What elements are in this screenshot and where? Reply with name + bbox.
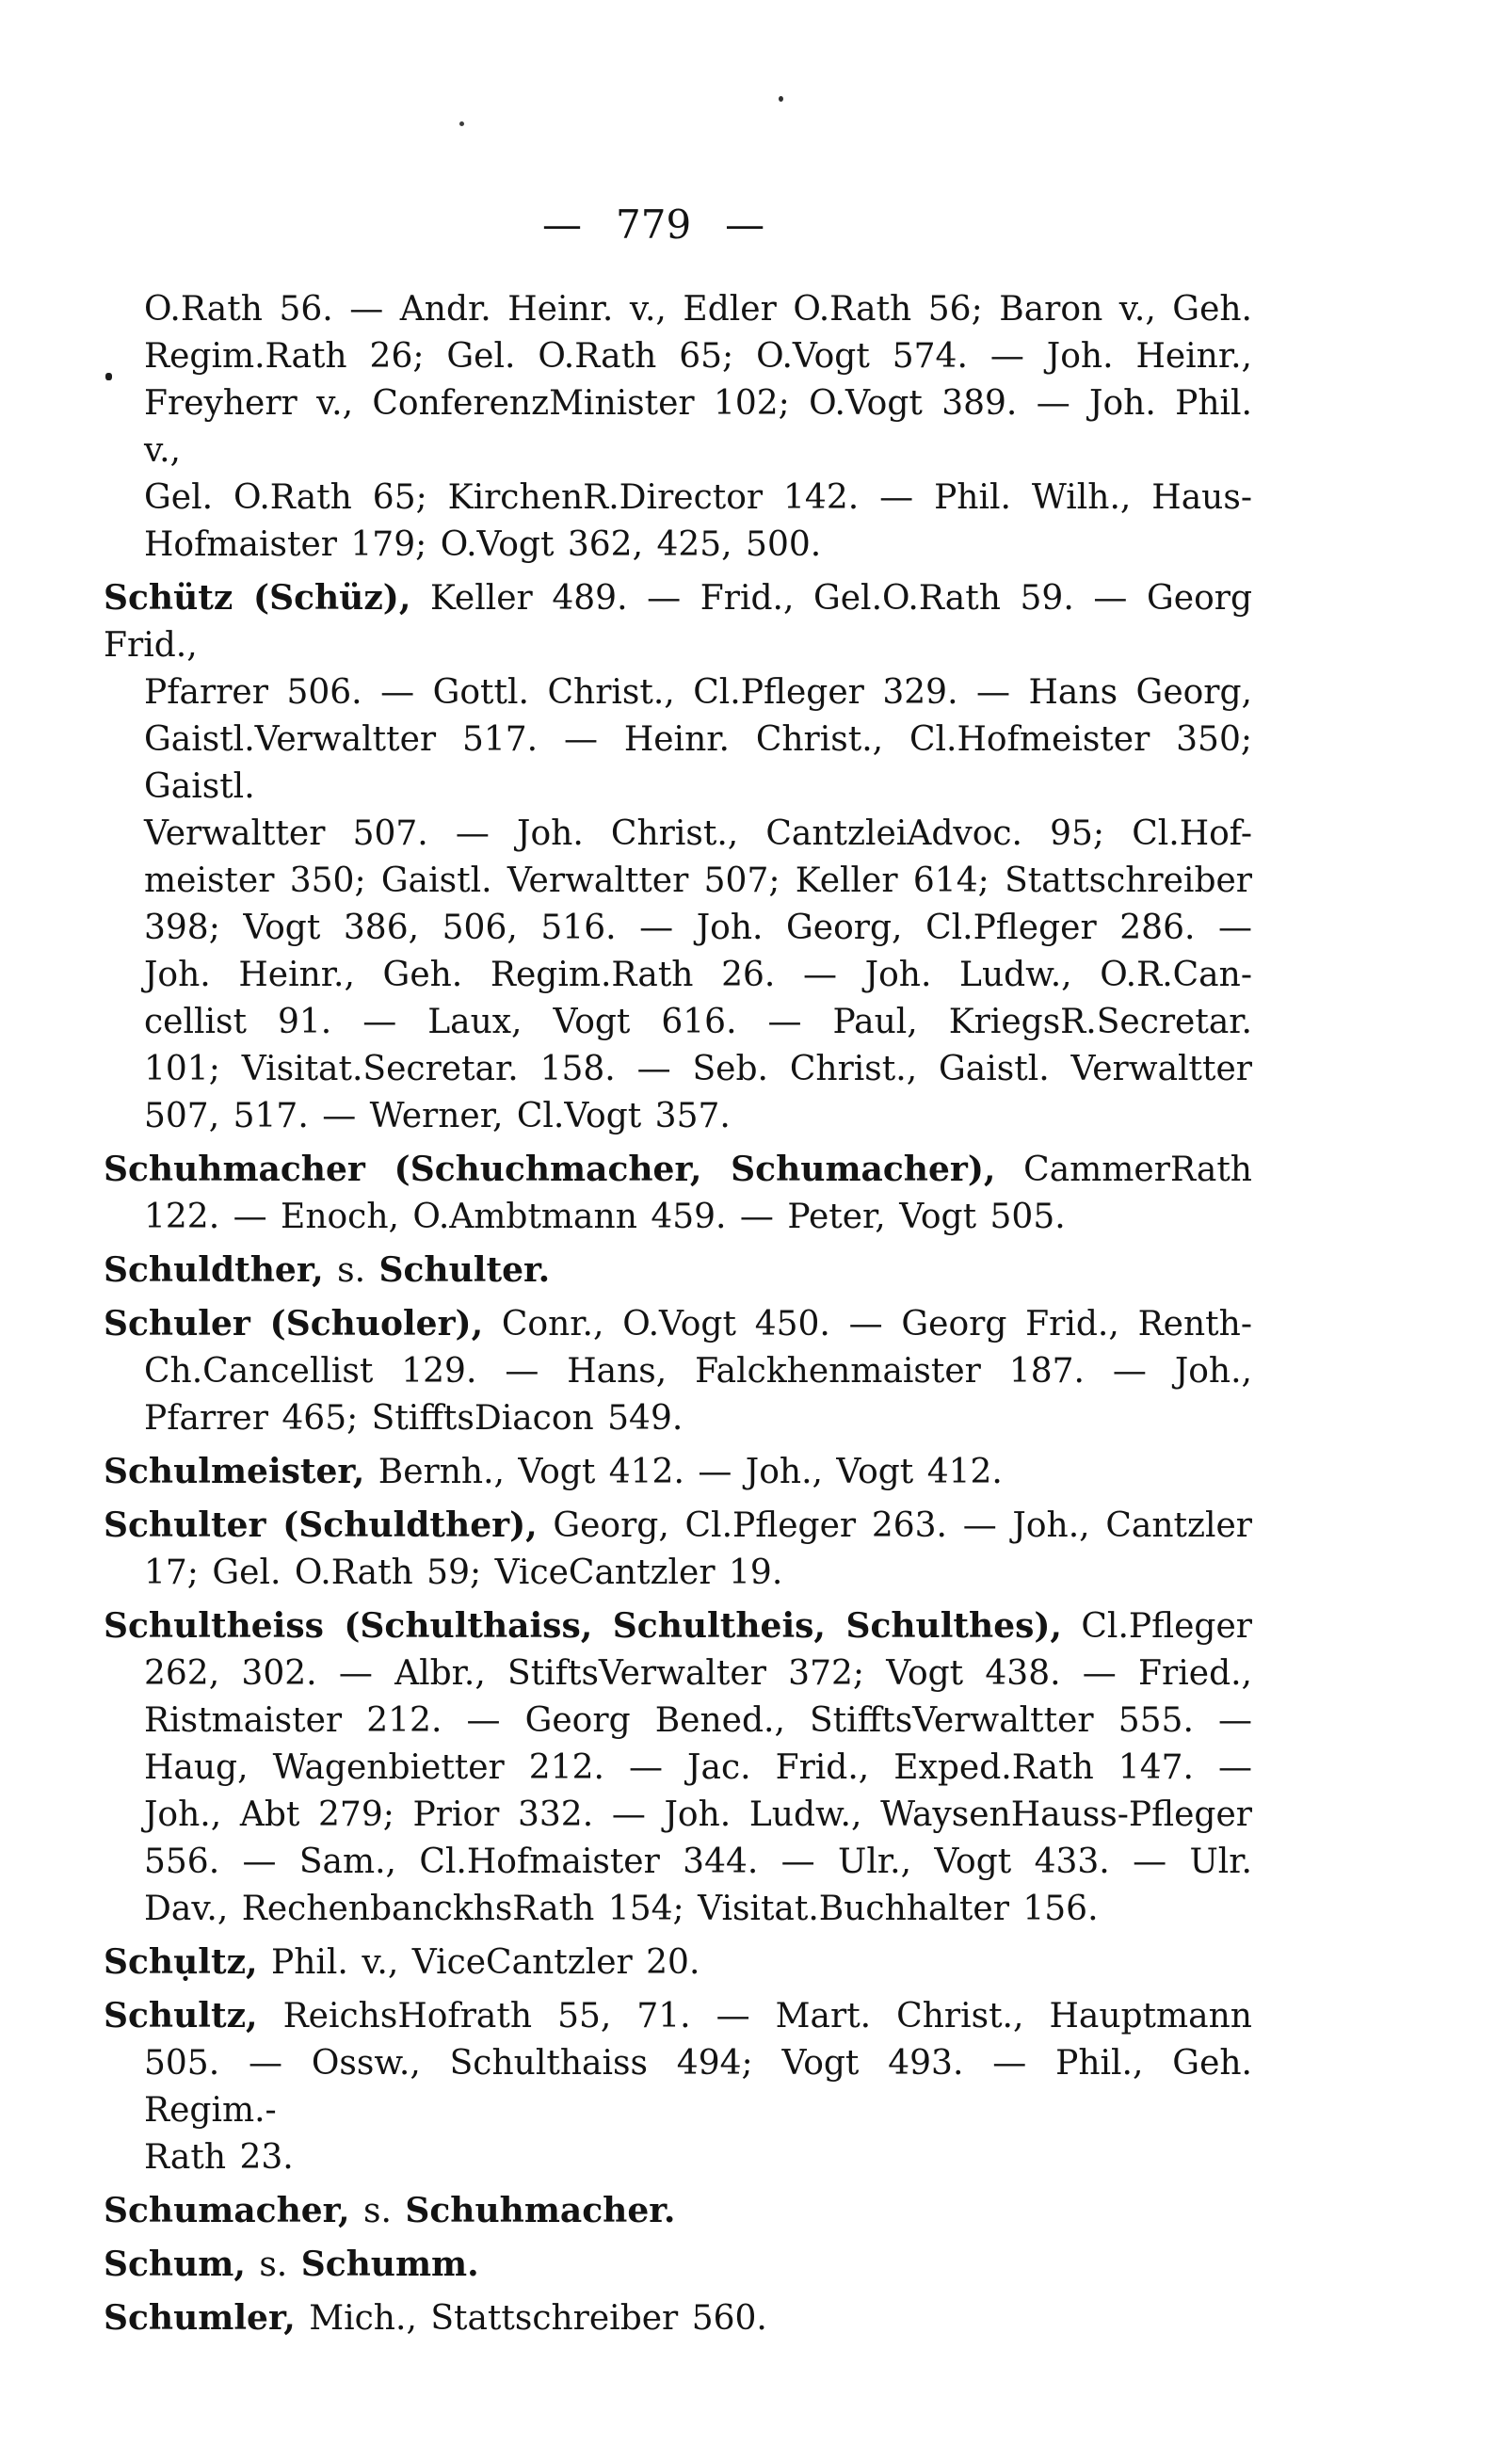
entry-text: ReichsHofrath 55, 71. — Mart. Christ., Hauptmann	[257, 1997, 1252, 2036]
text-line	[104, 669, 1252, 716]
headword-text: Schuler (Schuoler),	[104, 1304, 484, 1344]
entry-text: 505. — Ossw., Schulthaiss 494; Vogt 493. — Phil., Geh. Regim.-	[144, 2044, 1252, 2130]
headword-text: Schumacher,	[104, 2191, 350, 2230]
scan-speck	[459, 121, 464, 126]
index-entry	[104, 574, 1252, 1140]
text-line	[104, 811, 1252, 858]
text-line	[104, 1448, 1252, 1496]
text-line	[104, 999, 1252, 1046]
entry-text: Gaistl.Verwaltter 517. — Heinr. Christ., Cl.Hofmeister 350; Gaistl.	[144, 720, 1252, 806]
text-line	[104, 286, 1252, 333]
entry-text: s.	[323, 1251, 379, 1290]
entry-text: s.	[349, 2192, 406, 2230]
entry-text: 556. — Sam., Cl.Hofmaister 344. — Ulr., Vogt 433. — Ulr.	[144, 1842, 1252, 1881]
headword-text: Schütz (Schüz),	[104, 578, 411, 618]
entry-text: CammerRath	[995, 1151, 1252, 1189]
index-entry	[104, 2294, 1252, 2342]
text-line	[104, 1502, 1252, 1550]
entry-text: 507, 517. — Werner, Cl.Vogt 357.	[144, 1097, 731, 1135]
index-entry	[104, 1939, 1252, 1987]
entry-text: 101; Visitat.Secretar. 158. — Seb. Christ., Gaistl. Verwaltter	[144, 1050, 1252, 1088]
text-line	[104, 1602, 1252, 1650]
entry-text: Haug, Wagenbietter 212. — Jac. Frid., Exped.Rath 147. —	[144, 1748, 1252, 1787]
headword-text: Schumm.	[300, 2245, 479, 2284]
page-number-value: 779	[616, 201, 692, 248]
headword-text: Schuhmacher (Schuchmacher, Schumacher),	[104, 1150, 996, 1189]
entry-text: Ch.Cancellist 129. — Hans, Falckhenmaister 187. — Joh.,	[144, 1352, 1252, 1391]
entry-text: Rath 23.	[144, 2138, 294, 2177]
text-line	[104, 1348, 1252, 1395]
entry-text: 398; Vogt 386, 506, 516. — Joh. Georg, Cl.Pfleger 286. —	[144, 909, 1252, 947]
entry-text: Hofmaister 179; O.Vogt 362, 425, 500.	[144, 525, 822, 564]
entry-text: Pfarrer 465; StifftsDiacon 549.	[144, 1399, 684, 1438]
page-number-dash-right: —	[725, 201, 765, 248]
headword-text: Schụltz,	[104, 1942, 258, 1982]
index-entry	[104, 1300, 1252, 1442]
index-entry	[104, 2187, 1252, 2235]
text-line	[104, 1300, 1252, 1348]
index-entry	[104, 2241, 1252, 2289]
entry-text: s.	[245, 2245, 301, 2284]
entry-text: Joh., Abt 279; Prior 332. — Joh. Ludw., WaysenHauss-Pfleger	[144, 1795, 1252, 1834]
text-line	[104, 905, 1252, 952]
entry-text: Conr., O.Vogt 450. — Georg Frid., Renth-	[483, 1305, 1252, 1344]
entry-text: Georg, Cl.Pfleger 263. — Joh., Cantzler	[537, 1506, 1252, 1545]
index-entry	[104, 1146, 1252, 1241]
scan-speck	[779, 96, 783, 102]
entry-text: Cl.Pfleger	[1061, 1607, 1252, 1646]
entry-text: 262, 302. — Albr., StiftsVerwalter 372; Vogt 438. — Fried.,	[144, 1654, 1252, 1693]
headword-text: Schultheiss (Schulthaiss, Schultheis, Schulthes),	[104, 1606, 1062, 1646]
text-line	[104, 858, 1252, 905]
text-line	[104, 475, 1252, 522]
text-line	[104, 716, 1252, 811]
index-entry	[104, 1602, 1252, 1933]
text-line	[104, 1093, 1252, 1140]
entry-text: 17; Gel. O.Rath 59; ViceCantzler 19.	[144, 1553, 783, 1592]
headword-text: Schumler,	[104, 2298, 296, 2338]
entry-text: Pfarrer 506. — Gottl. Christ., Cl.Pfleger 329. — Hans Georg,	[144, 673, 1252, 712]
entry-text: meister 350; Gaistl. Verwaltter 507; Keller 614; Stattschreiber	[144, 861, 1252, 900]
text-line	[104, 2134, 1252, 2181]
text-line	[104, 1046, 1252, 1093]
text-line	[104, 1745, 1252, 1792]
text-line	[104, 952, 1252, 999]
entry-text: Ristmaister 212. — Georg Bened., StifftsVerwaltter 555. —	[144, 1701, 1252, 1740]
headword-text: Schulmeister,	[104, 1452, 365, 1491]
text-line	[104, 1395, 1252, 1442]
index-entry	[104, 1992, 1252, 2181]
text-line	[104, 1992, 1252, 2040]
headword-text: Schuldther,	[104, 1250, 324, 1290]
index-text-block	[104, 286, 1252, 2342]
text-line	[104, 1698, 1252, 1745]
text-line	[104, 1194, 1252, 1241]
page-number-dash-left: —	[542, 201, 582, 248]
entry-text: O.Rath 56. — Andr. Heinr. v., Edler O.Rath 56; Baron v., Geh.	[144, 290, 1252, 329]
text-line	[104, 333, 1252, 380]
entry-text: Verwaltter 507. — Joh. Christ., CantzleiAdvoc. 95; Cl.Hof-	[144, 814, 1252, 853]
headword-text: Schuhmacher.	[405, 2191, 676, 2230]
page-number	[542, 201, 765, 248]
entry-text: cellist 91. — Laux, Vogt 616. — Paul, KriegsR.Secretar.	[144, 1003, 1252, 1041]
text-line	[104, 1146, 1252, 1194]
text-line	[104, 2241, 1252, 2289]
index-entry	[104, 1448, 1252, 1496]
headword-text: Schulter (Schuldther),	[104, 1505, 538, 1545]
entry-text: Joh. Heinr., Geh. Regim.Rath 26. — Joh. Ludw., O.R.Can-	[144, 956, 1252, 994]
text-line	[104, 522, 1252, 569]
headword-text: Schulter.	[378, 1250, 551, 1290]
entry-text: Freyherr v., ConferenzMinister 102; O.Vogt 389. — Joh. Phil. v.,	[144, 384, 1252, 470]
entry-text: Mich., Stattschreiber 560.	[295, 2299, 767, 2338]
text-line	[104, 1247, 1252, 1295]
headword-text: Schultz,	[104, 1996, 258, 2036]
text-line	[104, 2187, 1252, 2235]
entry-text: Phil. v., ViceCantzler 20.	[257, 1943, 700, 1982]
text-line	[104, 2294, 1252, 2342]
entry-text: Regim.Rath 26; Gel. O.Rath 65; O.Vogt 574. — Joh. Heinr.,	[144, 337, 1252, 376]
entry-text: 122. — Enoch, O.Ambtmann 459. — Peter, Vogt 505.	[144, 1198, 1066, 1236]
entry-text: Keller 489. — Frid., Gel.O.Rath 59. — Georg Frid.,	[104, 579, 1252, 665]
text-line	[104, 1886, 1252, 1933]
stray-ink-dot	[105, 373, 112, 380]
text-line	[104, 1650, 1252, 1698]
continuation-paragraph	[104, 286, 1252, 569]
entry-text: Bernh., Vogt 412. — Joh., Vogt 412.	[364, 1453, 1003, 1491]
text-line	[104, 1550, 1252, 1597]
text-line	[104, 1792, 1252, 1839]
text-line	[104, 1939, 1252, 1987]
headword-text: Schum,	[104, 2245, 246, 2284]
entry-text: Gel. O.Rath 65; KirchenR.Director 142. — Phil. Wilh., Haus-	[144, 478, 1252, 517]
text-line	[104, 1839, 1252, 1886]
index-entry	[104, 1502, 1252, 1597]
index-entry	[104, 1247, 1252, 1295]
text-line	[104, 574, 1252, 669]
text-line	[104, 2040, 1252, 2134]
text-line	[104, 380, 1252, 475]
entry-text: Dav., RechenbanckhsRath 154; Visitat.Buchhalter 156.	[144, 1890, 1099, 1928]
